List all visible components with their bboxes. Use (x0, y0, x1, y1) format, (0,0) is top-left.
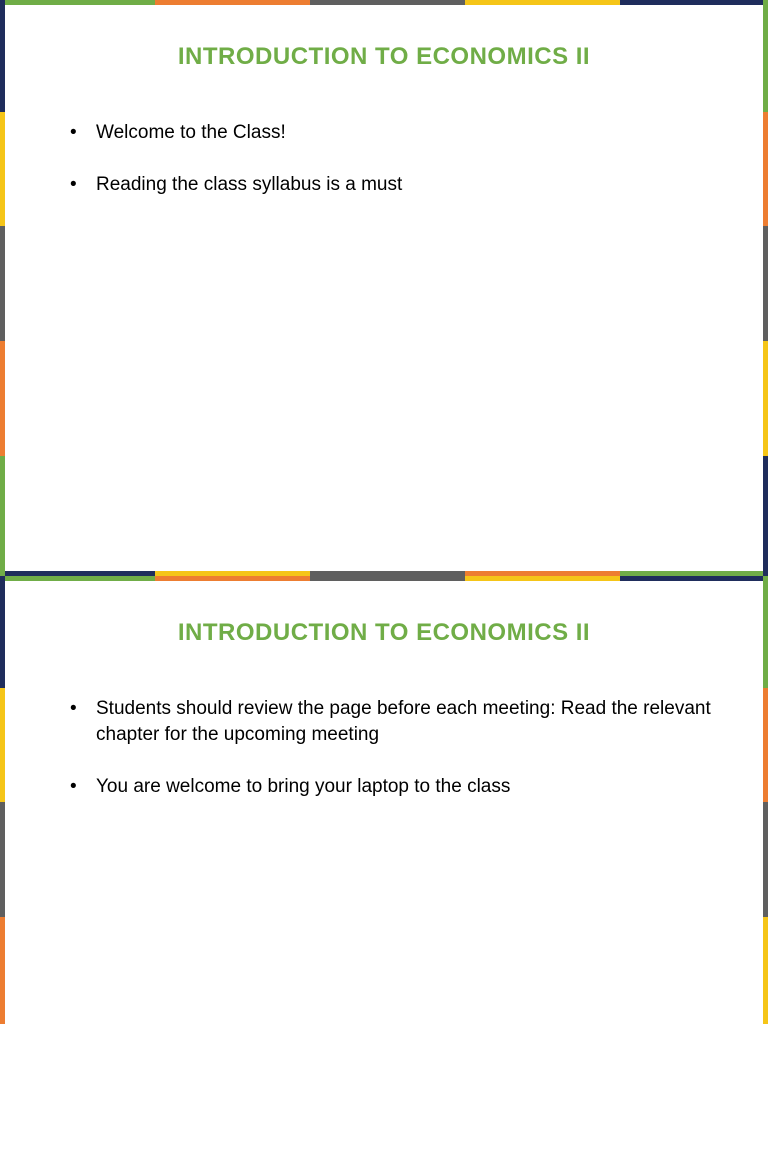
border-segment (465, 0, 620, 5)
bullet-text: Reading the class syllabus is a must (96, 174, 403, 195)
border-segment (310, 576, 465, 581)
bullet-list (70, 120, 720, 224)
border-segment (0, 802, 5, 917)
bullet-icon: • (70, 122, 77, 143)
slide-title: INTRODUCTION TO ECONOMICS II (177, 43, 591, 70)
border-segment (620, 576, 768, 581)
border-segment (620, 0, 768, 5)
border-segment (0, 917, 5, 1024)
border-segment (155, 0, 310, 5)
border-segment (763, 341, 768, 456)
slide-2 (0, 576, 768, 1152)
bullet-icon: • (70, 174, 77, 195)
border-segment (310, 0, 465, 5)
border-segment (763, 226, 768, 341)
bullet-icon: • (70, 776, 77, 797)
bullet-item (70, 172, 720, 198)
border-segment (0, 576, 155, 581)
border-segment (763, 802, 768, 917)
bullet-text: You are welcome to bring your laptop to the class (96, 776, 511, 797)
bullet-text: Welcome to the Class! (96, 122, 286, 143)
bullet-text: Students should review the page before each meeting: Read the relevant chapter for the upcoming meeting (96, 698, 711, 745)
bullet-item (70, 774, 720, 800)
border-segment (763, 917, 768, 1024)
border-segment (0, 688, 5, 802)
border-segment (763, 456, 768, 576)
border-segment (0, 112, 5, 226)
border-segment (155, 576, 310, 581)
bullet-item (70, 696, 720, 748)
border-segment (0, 226, 5, 341)
border-segment (465, 576, 620, 581)
bullet-item (70, 120, 720, 146)
border-segment (0, 0, 155, 5)
border-segment (763, 112, 768, 226)
bullet-icon: • (70, 698, 77, 719)
border-segment (0, 341, 5, 456)
border-segment (0, 456, 5, 576)
bullet-list (70, 696, 720, 826)
border-segment (763, 688, 768, 802)
slide-title: INTRODUCTION TO ECONOMICS II (177, 619, 591, 646)
